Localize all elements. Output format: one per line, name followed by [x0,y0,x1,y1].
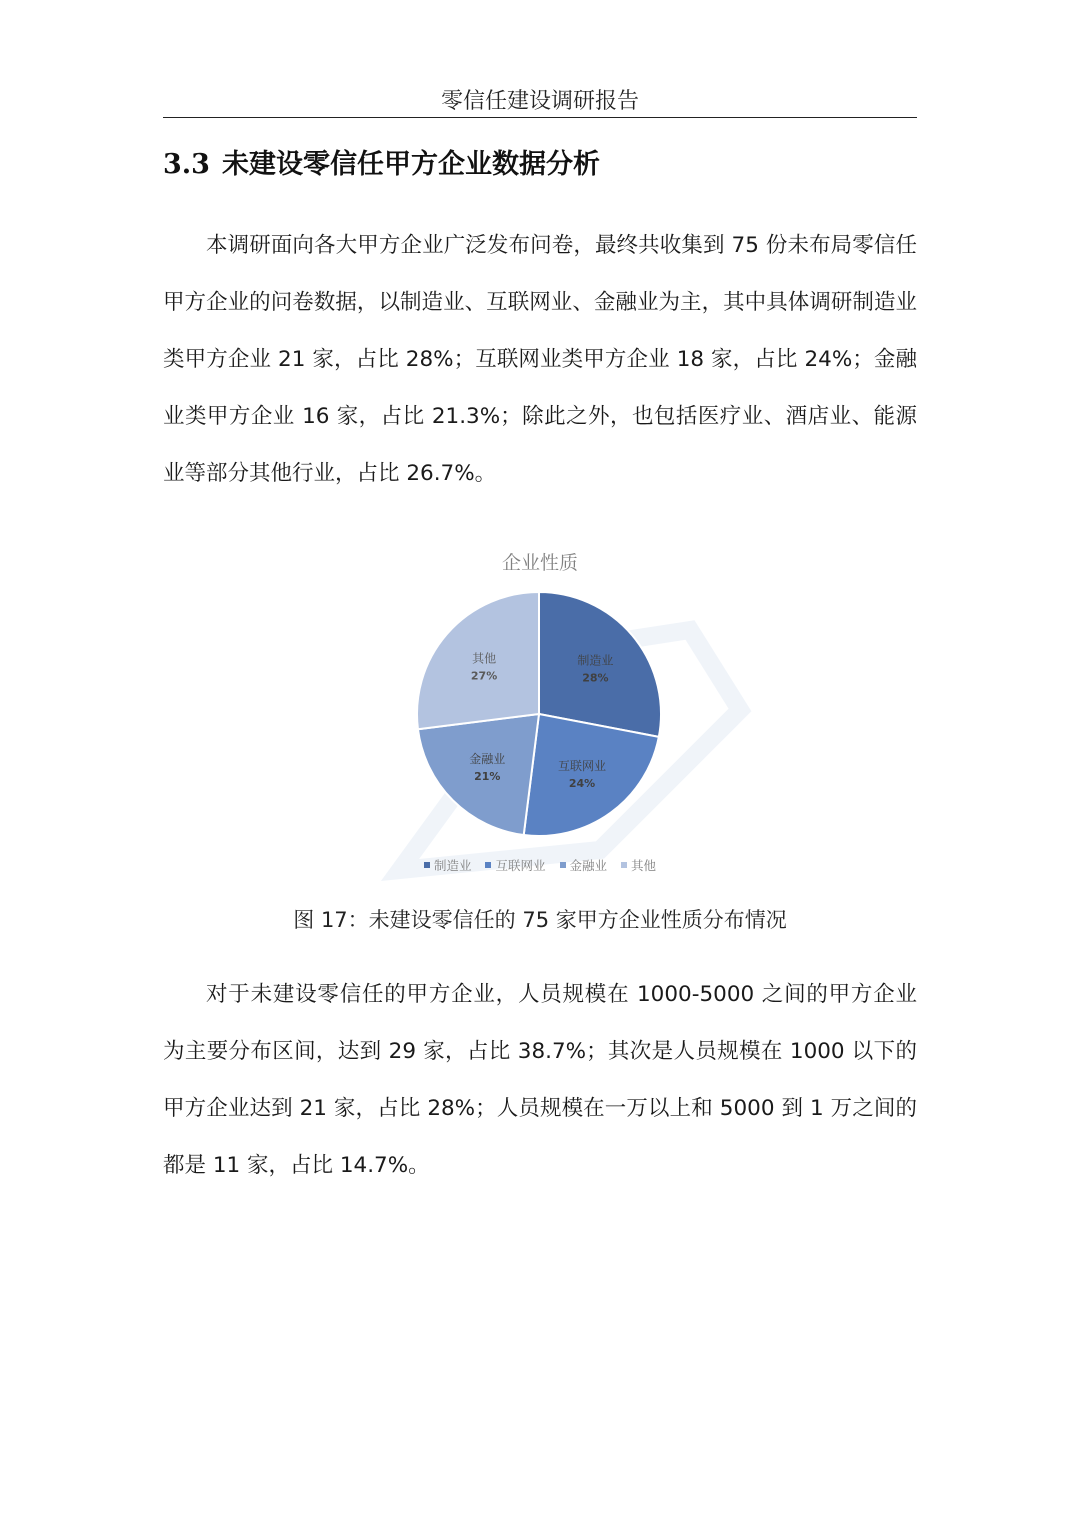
section-number: 3.3 [163,149,210,180]
pie-label-category-1: 互联网业 [558,759,607,774]
legend-label: 互联网业 [495,858,546,873]
pie-label-category-0: 制造业 [577,653,614,668]
pie-label-value-3: 27% [470,669,498,683]
paragraph-industry-distribution: 本调研面向各大甲方企业广泛发布问卷，最终共收集到 75 份未布局零信任甲方企业的问卷数据，以制造业、互联网业、金融业为主，其中具体调研制造业类甲方企业 21 家，占比 28%；互联网业类甲方企业 18 家，占比 24%；金融业类甲方企业 16 家，占比 21.3%；除此之外，也包括医疗业、酒店业、能源业等部分其他行业，占比 26.7%。 [163,233,917,486]
pie-label-value-2: 21% [474,769,501,783]
legend-swatch [424,862,430,868]
pie-label-value-0: 28% [582,671,609,685]
legend-label: 金融业 [569,858,608,873]
legend-item-3 [621,856,656,874]
chart-legend [400,856,680,874]
legend-item-2 [560,856,608,874]
paragraph-staff-size: 对于未建设零信任的甲方企业，人员规模在 1000-5000 之间的甲方企业为主要分布区间，达到 29 家，占比 38.7%；其次是人员规模在 1000 以下的甲方企业达到 21 家，占比 28%；人员规模在一万以上和 5000 到 1 万之间的都是 11 家，占比 14.7%。 [163,982,917,1178]
section-title: 未建设零信任甲方企业数据分析 [221,149,600,180]
legend-label: 制造业 [433,858,472,873]
legend-swatch [560,862,566,868]
legend-item-1 [485,856,545,874]
pie-label-value-1: 24% [568,777,596,791]
page-header-title: 零信任建设调研报告 [440,89,639,114]
pie-label-category-3: 其他 [472,651,497,666]
legend-label: 其他 [631,858,657,873]
legend-item-0 [424,856,472,874]
pie-label-category-2: 金融业 [469,751,506,766]
chart-title: 企业性质 [501,552,578,574]
pie-slice-1 [524,714,659,836]
figure-caption: 图 17：未建设零信任的 75 家甲方企业性质分布情况 [293,908,787,932]
legend-swatch [621,862,627,868]
legend-swatch [485,862,491,868]
